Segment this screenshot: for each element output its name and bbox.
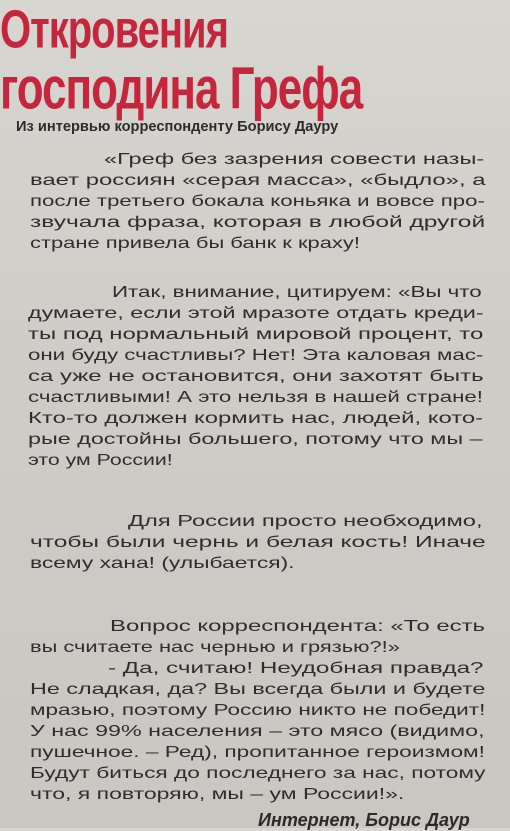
- byline: Из интервью корреспонденту Борису Дауру: [16, 118, 339, 135]
- text-line: что, я повторяю, мы – ум России!».: [30, 786, 405, 803]
- text-line: счастливыми! А это нельзя в нашей стране!: [28, 389, 483, 406]
- text-line: мразью, поэтому Россию никто не победит!: [30, 702, 486, 719]
- text-line: У нас 99% населения – это мясо (видимо,: [30, 723, 485, 740]
- text-line: са уже не остановится, они захотят быть: [28, 368, 484, 385]
- text-line: Вопрос корреспондента: «То есть: [110, 618, 485, 635]
- text-line: после третьего бокала коньяка и вовсе про-: [30, 193, 485, 210]
- text-line: Кто-то должен кормить нас, людей, кото-: [28, 410, 484, 427]
- text-line: это ум России!: [28, 452, 173, 469]
- headline-line-2: господина Грефа: [0, 56, 363, 123]
- text-line: стране привела бы банк к краху!: [30, 235, 360, 252]
- text-line: «Греф без зазрения совести назы-: [104, 151, 485, 168]
- text-line: пушечное. – Ред), пропитанное героизмом!: [30, 744, 485, 761]
- text-line: Для России просто необходимо,: [128, 513, 483, 530]
- text-line: вает россиян «серая масса», «быдло», а: [30, 172, 486, 189]
- text-line: думаете, если этой мразоте отдать креди-: [28, 305, 484, 322]
- text-line: Будут биться до последнего за нас, потому: [30, 765, 486, 782]
- text-line: вы считаете нас чернью и грязью?!»: [30, 639, 400, 656]
- text-line: Не сладкая, да? Вы всегда были и будете: [30, 681, 486, 698]
- text-line: всему хана! (улыбается).: [30, 555, 295, 572]
- text-line: Итак, внимание, цитируем: «Вы что: [112, 284, 482, 301]
- text-line: чтобы были чернь и белая кость! Иначе: [30, 534, 486, 551]
- headline-line-1: Откровения: [0, 0, 228, 60]
- text-line: ты под нормальный мировой процент, то: [28, 326, 484, 343]
- text-line: - Да, считаю! Неудобная правда?: [108, 660, 484, 677]
- text-line: звучала фраза, которая в любой другой: [30, 214, 486, 231]
- text-line: рые достойны большего, потому что мы –: [28, 431, 483, 448]
- text-line: они буду счастливы? Нет! Эта каловая мас-: [28, 347, 484, 364]
- signature: Интернет, Борис Даур: [258, 810, 470, 830]
